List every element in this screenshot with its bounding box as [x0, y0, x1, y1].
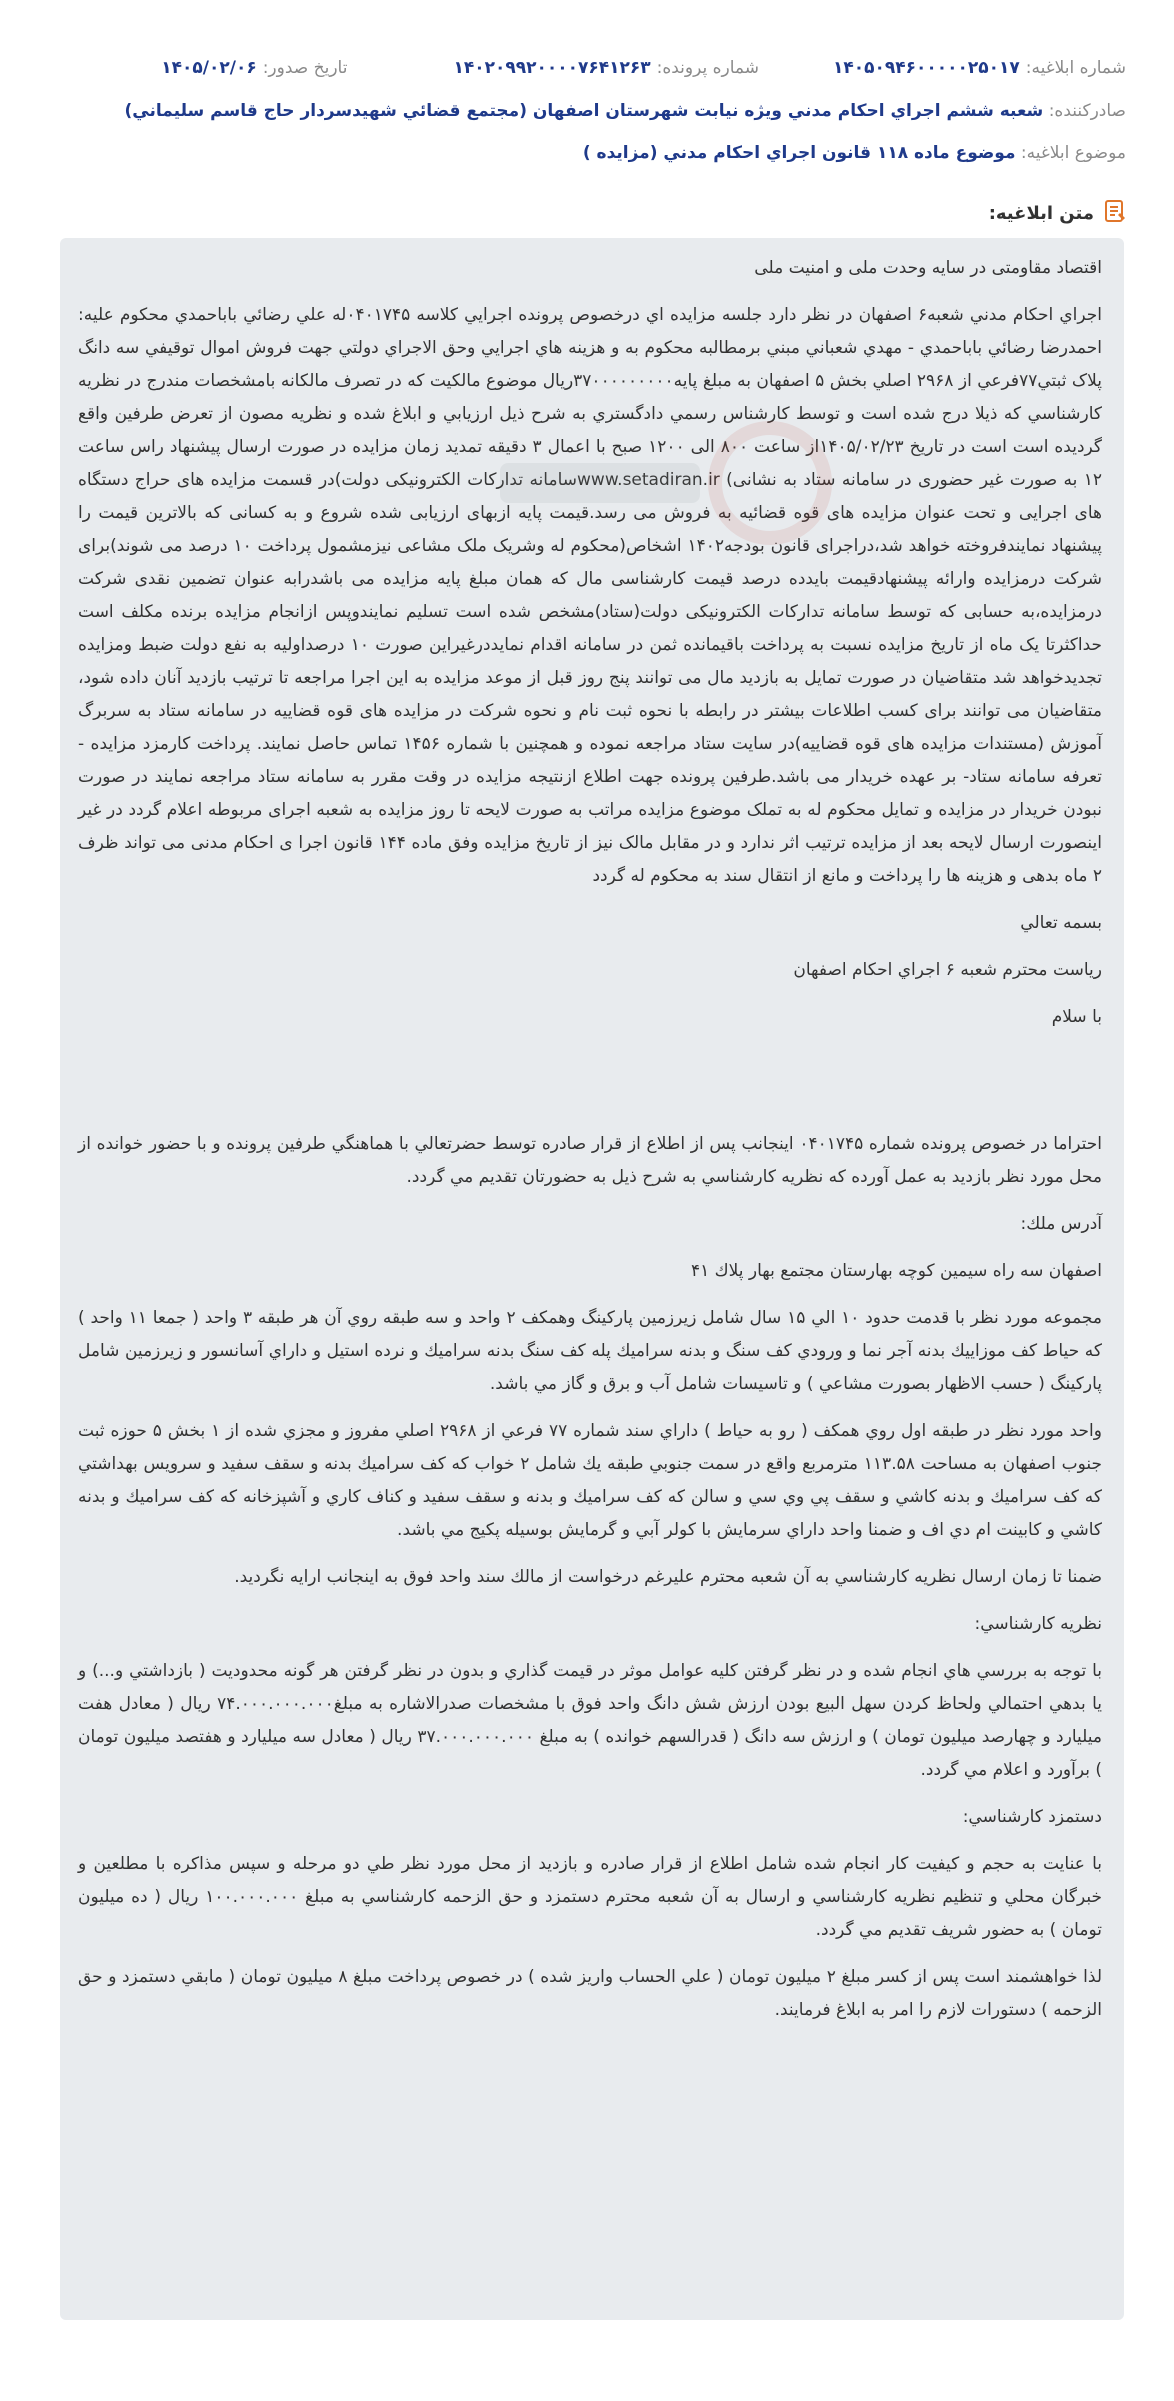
property-address: اصفهان سه راه سيمين كوچه بهارستان مجتمع بهار پلاك ۴۱ [690, 1261, 1102, 1281]
case-number [453, 54, 759, 82]
closing-request: لذا خواهشمند است پس از كسر مبلغ ۲ ميليون تومان ( علي الحساب واريز شده ) در خصوص پرداخت مبلغ ۸ ميليون تومان ( مابقي دستمزد و حق الزحمه ) دستورات لازم را امر به ابلاغ فرمايند. [78, 1967, 1102, 2020]
fee-label: دستمزد كارشناسي: [962, 1807, 1102, 1827]
sender-label: صادرکننده: [1048, 101, 1126, 121]
auction-announcement: اجراي احكام مدني شعبه۶ اصفهان در نظر دارد جلسه مزايده اي درخصوص پرونده اجرايي كلاسه ۰۴۰۱۷۴۵له علي رضائي باباحمدي محكوم عليه: احمدرضا رضائي باباحمدي - مهدي شعباني مبني برمطالبه محكوم به و هزينه هاي اجرايي وحق الاجراي دولتي جهت فروش اموال توقيفي سه دانگ پلاک ثبتي۷۷فرعي از ۲۹۶۸ اصلي بخش ۵ اصفهان به مبلغ پايه۳۷۰۰۰۰۰۰۰۰۰ريال موضوع مالکيت که در تصرف مالكانه بامشخصات مندرج در نظريه كارشناسي كه ذيلا درج شده است و توسط كارشناس رسمي دادگستري به شرح ذيل ارزيابي و ابلاغ شده و نظريه مصون از تعرض طرفين واقع گرديده است است در تاريخ ۱۴۰۵/۰۲/۲۳از ساعت ۸۰۰ الی ۱۲۰۰ صبح با اعمال ۳ دقیقه تمدید زمان مزایده در صورت ارسال پیشنهاد راس ساعت ۱۲ به صورت غیر حضوری در سامانه ستاد به نشانی) www.setadiran.irسامانه تدارکات الکترونیکی دولت)در قسمت مزایده های حراج دستگاه های اجرایی و تحت عنوان مزایده های قوه قضائیه به فروش می رسد.قیمت پایه ازبهای ارزیابی شده شروع و به کسانی که بالاترین قیمت را پیشنهاد نمایندفروخته خواهد شد،دراجرای قانون بودجه۱۴۰۲ اشخاص(محکوم له وشریک ملک مشاعی نیزمشمول پرداخت ۱۰ درصد می شوند)برای شرکت درمزایده وارائه پیشنهادقیمت بایدده درصد قیمت کارشناسی مال که همان مبلغ پایه مزایده می باشدرابه عنوان تضمین نقدی شرکت درمزایده،به حسابی که توسط سامانه تدارکات الکترونیکی دولت(ستاد)مشخص شده است تسلیم نمایندوپس ازانجام مزایده برنده مکلف است حداکثرتا یک ماه از تاریخ مزایده نسبت به پرداخت باقیمانده ثمن در سامانه اقدام نمایددرغیراین صورت ۱۰ درصداولیه به نفع دولت ضبط ومزایده تجدیدخواهد شد متقاضیان در صورت تمایل به بازدید مال می توانند پنج روز قبل از موعد مزایده به این اجرا مراجعه تا ترتیب بازدید آنان داده شود، متقاضیان می توانند برای کسب اطلاعات بیشتر در رابطه با نحوه ثبت نام و نحوه شرکت در مزایده های قوه قضاییه در سامانه ستاد به سربرگ آموزش (مستندات مزایده های قوه قضاییه)در سایت ستاد مراجعه نموده و همچنین با شماره ۱۴۵۶ تماس حاصل نمایند. پرداخت کارمزد مزایده - تعرفه سامانه ستاد- بر عهده خریدار می باشد.طرفین پرونده جهت اطلاع ازنتیجه مزایده در وقت مقرر به سامانه ستاد مراجعه نمایند در صورت نبودن خریدار در مزایده و تمایل محکوم له به تملک موضوع مزایده مراتب به صورت لایحه تا روز مزایده به شعبه اجرای مربوطه اعلام گردد در غیر اینصورت ارسال لایحه بعد از مزایده ترتیب اثر ندارد و در مقابل مالک نیز از تاریخ مزایده وفق ماده ۱۴۴ قانون اجرا ی احکام مدنی می تواند ظرف ۲ ماه بدهی و هزینه ها را پرداخت و مانع از انتقال سند به محکوم له گردد [78, 305, 1103, 886]
notice-content [60, 238, 1124, 2320]
issue-date [161, 54, 347, 82]
subject-line [46, 139, 1126, 167]
greeting: بسمه تعالي [1020, 913, 1102, 933]
notice-text-heading-label: متن ابلاغیه: [988, 203, 1094, 224]
document-icon [1102, 198, 1128, 229]
slogan: اقتصاد مقاومتی در سایه وحدت ملی و امنیت ملی [754, 258, 1102, 278]
sender-line [46, 97, 1126, 125]
opinion-label: نظريه كارشناسي: [974, 1614, 1102, 1634]
issue-date-label: تاریخ صدور: [262, 58, 348, 78]
addressee: رياست محترم شعبه ۶ اجراي احكام اصفهان [793, 960, 1102, 980]
salutation: با سلام [1051, 1007, 1102, 1027]
unit-description: واحد مورد نظر در طبقه اول روي همكف ( رو به حياط ) داراي سند شماره ۷۷ فرعي از ۲۹۶۸ اصلي مفروز و مجزي شده از ۱ بخش ۵ حوزه ثبت جنوب اصفهان به مساحت ۱۱۳.۵۸ مترمربع واقع در سمت جنوبي طبقه يك شامل ۲ خواب كه كف سراميك بدنه و سقف سفيد و سرويس بهداشتي كه كف سراميك و بدنه كاشي و سقف پي وي سي و سالن كه كف سراميك و بدنه و سقف سفيد و كناف كاري و آشپزخانه كه كف سراميك و بدنه كاشي و كابينت ام دي اف و ضمنا واحد داراي سرمايش با كولر آبي و گرمايش بوسيله پكيج مي باشد. [78, 1421, 1103, 1540]
notice-number-label: شماره ابلاغیه: [1025, 58, 1126, 78]
subject-label: موضوع ابلاغیه: [1020, 143, 1126, 163]
issue-date-value: ۱۴۰۵/۰۲/۰۶ [161, 58, 257, 78]
expert-opinion: با توجه به بررسي هاي انجام شده و در نظر گرفتن كليه عوامل موثر در قيمت گذاري و بدون در نظر گرفتن هر گونه محدوديت ( بازداشتي و...) و يا بدهي احتمالي ولحاظ كردن سهل البيع بودن ارزش شش دانگ واحد فوق با مشخصات صدرالاشاره به مبلغ۷۴.۰۰۰.۰۰۰.۰۰۰ ريال ( معادل هفت ميليارد و چهارصد ميليون تومان ) و ارزش سه دانگ ( قدرالسهم خوانده ) به مبلغ ۳۷.۰۰۰.۰۰۰.۰۰۰ ريال ( معادل سه ميليارد و هفتصد ميليون تومان ) برآورد و اعلام مي گردد. [78, 1661, 1102, 1780]
notice-meta-row [126, 54, 1126, 82]
sender-value: شعبه ششم اجراي احكام مدني ويژه نيابت شهرستان اصفهان (مجتمع قضائي شهيدسردار حاج قاسم سليماني) [124, 101, 1044, 121]
case-number-label: شماره پرونده: [656, 58, 759, 78]
expert-intro: احتراما در خصوص پرونده شماره ۰۴۰۱۷۴۵ اينجانب پس از اطلاع از قرار صادره توسط حضرتعالي با هماهنگي طرفين پرونده و با حضور خوانده از محل مورد نظر بازديد به عمل آورده كه نظريه كارشناسي به شرح ذيل به حضورتان تقديم مي گردد. [78, 1134, 1102, 1187]
deed-note: ضمنا تا زمان ارسال نظريه كارشناسي به آن شعبه محترم عليرغم درخواست از مالك سند واحد فوق به اينجانب ارايه نگرديد. [234, 1567, 1102, 1587]
expert-fee: با عنايت به حجم و كيفيت كار انجام شده شامل اطلاع از قرار صادره و بازديد از محل مورد نظر طي دو مرحله و سپس مذاكره با مطلعين و خبرگان محلي و تنظيم نظريه كارشناسي و ارسال به آن شعبه محترم دستمزد و حق الزحمه كارشناسي به مبلغ ۱۰۰.۰۰۰.۰۰۰ ريال ( ده ميليون تومان ) به حضور شريف تقديم مي گردد. [78, 1854, 1102, 1940]
notice-text-heading [989, 198, 1128, 229]
notice-number-value: ۱۴۰۵۰۹۴۶۰۰۰۰۰۲۵۰۱۷ [832, 58, 1020, 78]
complex-description: مجموعه مورد نظر با قدمت حدود ۱۰ الي ۱۵ سال شامل زيرزمين پاركينگ وهمكف ۲ واحد و سه طبقه روي آن هر طبقه ۳ واحد ( جمعا ۱۱ واحد ) كه حياط كف موزاييك بدنه آجر نما و ورودي كف سنگ و بدنه سراميك پله كف سنگ بدنه سراميك و نرده استيل و داراي آسانسور و زيرزمين شامل پاركينگ ( حسب الاظهار بصورت مشاعي ) و تاسيسات شامل آب و برق و گاز مي باشد. [78, 1308, 1102, 1394]
address-label: آدرس ملك: [1020, 1214, 1102, 1234]
subject-value: موضوع ماده ۱۱۸ قانون اجراي احكام مدني (مزايده ) [582, 143, 1016, 163]
case-number-value: ۱۴۰۲۰۹۹۲۰۰۰۰۷۶۴۱۲۶۳ [453, 58, 651, 78]
notice-number [833, 54, 1126, 82]
